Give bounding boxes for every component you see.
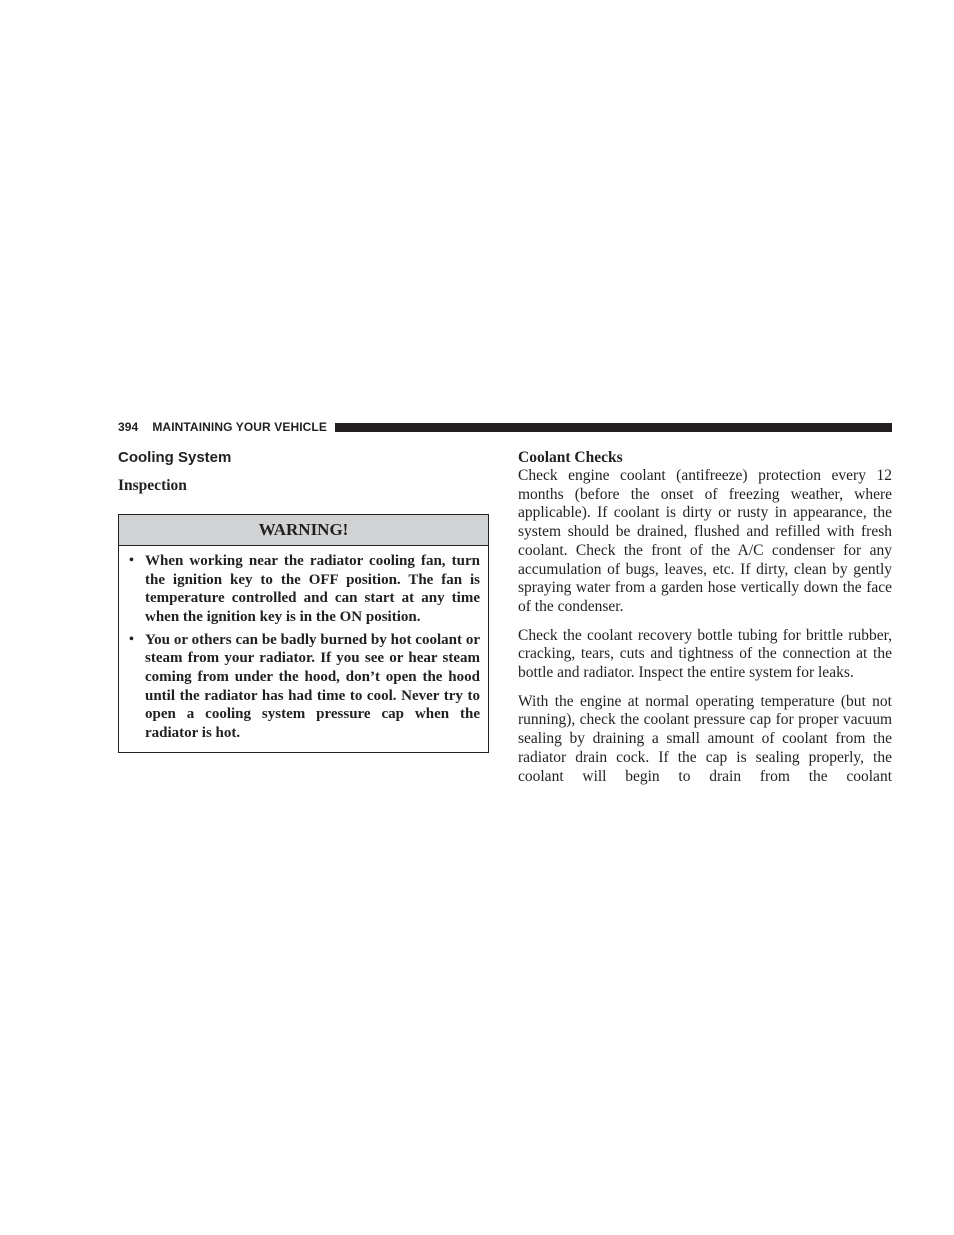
bullet-icon: •: [129, 553, 134, 568]
warning-title: WARNING!: [119, 515, 488, 546]
paragraph: Check the coolant recovery bottle tubing for brittle rubber, cracking, tears, cuts and tightness of the connection at the bottle and radiator. Inspect the entire system for leaks.: [518, 626, 892, 682]
left-column: [118, 448, 492, 753]
coolant-checks-title: Coolant Checks: [518, 449, 623, 466]
paragraph: Check engine coolant (antifreeze) protection every 12 months (before the onset of freezing weather, where applicable). If coolant is dirty or rusty in appearance, the system should be drained, flushed and refilled with fresh coolant. Check the front of the A/C condenser for any accumulation of bugs, leaves, etc. If dirty, clean by gently spraying water from a garden hose vertically down the face of the condenser.: [518, 467, 892, 615]
warning-item: [127, 631, 480, 743]
header-rule: [335, 423, 892, 432]
section-title: Cooling System: [118, 449, 232, 466]
page-number: 394: [118, 420, 139, 434]
subsection-title: Inspection: [118, 477, 187, 494]
warning-item: [127, 552, 480, 626]
warning-item-text: You or others can be badly burned by hot coolant or steam from your radiator. If you see or hear steam coming from under the hood, don’t open the hood until the radiator has had time to cool. Never try to open a cooling system pressure cap when the radiator is hot.: [145, 631, 480, 741]
warning-box: [118, 514, 489, 753]
bullet-icon: •: [129, 631, 134, 647]
chapter-title: MAINTAINING YOUR VEHICLE: [152, 420, 327, 434]
warning-list: [119, 546, 488, 752]
warning-item-text: When working near the radiator cooling fan, turn the ignition key to the OFF position. The fan is temperature controlled and can start at any time when the ignition key is in the ON position.: [145, 553, 480, 625]
right-column: [518, 448, 892, 786]
paragraph: With the engine at normal operating temperature (but not running), check the coolant pressure cap for proper vacuum sealing by draining a small amount of coolant from the radiator drain cock. If the cap is sealing properly, the coolant will begin to drain from the coolant: [518, 692, 892, 785]
page-header: [118, 419, 892, 435]
